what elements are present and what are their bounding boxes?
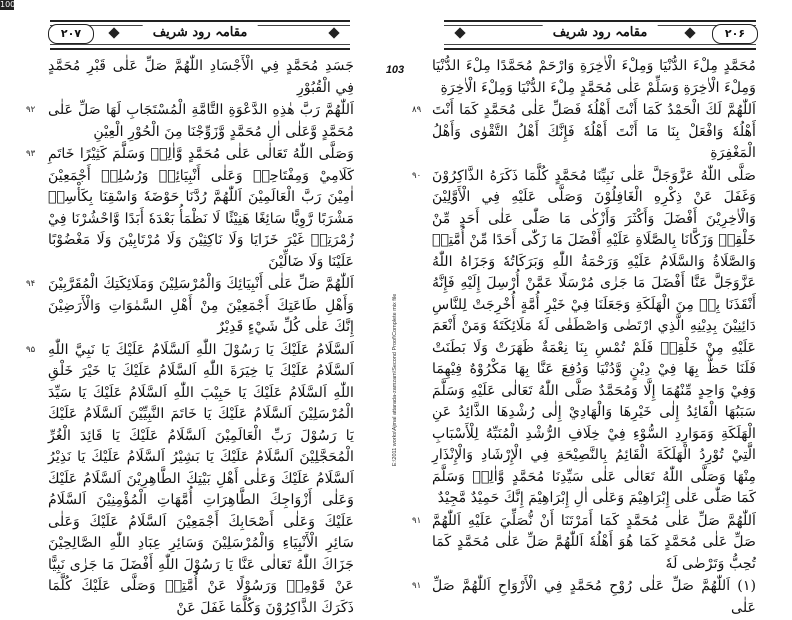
right-header-page-number: ۲۰۶: [712, 24, 758, 44]
paragraph-number: ۹۰: [412, 170, 422, 181]
paragraph-number: ۹۱: [412, 515, 422, 526]
paragraph-text: اَللّٰهُمَّ صَلِّ عَلٰى أَنْبِيَائِكَ وَالْمُرْسَلِيْنَ وَمَلَائِكَتِكَ الْمُقَرَّبِيْنَ وَأَهْلِ طَاعَتِكَ أَجْمَعِيْنَ مِنْ أَهْلِ السَّمٰوَاتِ وَالْأَرَضِيْنَ إِنَّكَ عَلٰى كُلِّ شَيْءٍ قَدِيْرٌ: [48, 276, 354, 335]
paragraph: [48, 56, 354, 99]
paragraph-number: ۹۱: [412, 581, 422, 591]
paragraph-number: ۹۲: [26, 105, 36, 115]
ornament-diamond-icon: [328, 27, 339, 38]
paragraph: [432, 56, 756, 99]
paragraph: [412, 100, 756, 165]
left-running-header: [50, 20, 350, 50]
paragraph-number: ۸۹: [412, 105, 422, 115]
left-page: [0, 0, 381, 616]
ornament-diamond-icon: [454, 27, 465, 38]
print-file-path: E:\2011 works\Ajmal attarada-zamzam\Second Proof\Complete mix file: [392, 293, 398, 467]
paragraph-text: اَلسَّلَامُ عَلَيْكَ يَا رَسُوْلَ اللّٰهِ اَلسَّلَامُ عَلَيْكَ يَا نَبِيَّ اللّٰهِ اَلسَّلَامُ عَلَيْكَ يَا خِيَرَةَ اللّٰهِ اَلسَّلَامُ عَلَيْكَ يَا خَيْرَ خَلْقِ اللّٰهِ اَلسَّلَامُ عَلَيْكَ يَا حَبِيْبَ اللّٰهِ اَلسَّلَامُ عَلَيْكَ يَا سَيِّدَ الْمُرْسَلِيْنَ اَلسَّلَامُ عَلَيْكَ يَا خَاتَمَ النَّبِيِّيْنَ اَلسَّلَامُ عَلَيْكَ يَا رَسُوْلَ رَبِّ الْعَالَمِيْنَ اَلسَّلَامُ عَلَيْكَ يَا قَائِدَ الْغُرِّ الْمُحَجَّلِيْنَ اَلسَّلَامُ عَلَيْكَ يَا بَشِيْرُ اَلسَّلَامُ عَلَيْكَ يَا نَذِيْرُ اَلسَّلَامُ عَلَيْكَ وَعَلٰى أَهْلِ بَيْتِكَ الطَّاهِرِيْنَ اَلسَّلَامُ عَلَيْكَ وَعَلٰى أَزْوَاجِكَ الطَّاهِرَاتِ أُمَّهَاتِ الْمُؤْمِنِيْنَ اَلسَّلَامُ عَلَيْكَ وَعَلٰى أَصْحَابِكَ أَجْمَعِيْنَ اَلسَّلَامُ عَلَيْكَ وَعَلٰى سَائِرِ الْأَنْبِيَاءِ وَالْمُرْسَلِيْنَ وَسَائِرِ عِبَادِ اللّٰهِ الصَّالِحِيْنَ جَزَاكَ اللّٰهُ تَعَالٰى عَنَّا يَا رَسُوْلَ اللّٰهِ أَفْضَلَ مَا جَزٰى نَبِيًّا عَنْ قَوْمِهٖ وَرَسُوْلًا عَنْ أُمَّتِهٖ وَصَلَّى عَلَيْكَ كُلَّمَا ذَكَرَكَ الذَّاكِرُوْنَ وَكُلَّمَا غَفَلَ عَنْ: [48, 341, 354, 616]
paragraph: [412, 576, 756, 619]
paragraph-number: ۹۳: [26, 149, 36, 159]
left-header-title: مقامہ رود شریف: [143, 25, 258, 40]
left-header-page-number: ۲۰۷: [48, 24, 94, 44]
corner-page-marker: 100: [0, 0, 16, 9]
right-page-body: [412, 56, 756, 620]
paragraph: [26, 100, 354, 143]
paragraph-text: اَللّٰهُمَّ لَكَ الْحَمْدُ كَمَا أَنْتَ أَهْلُهٗ فَصَلِّ عَلٰى مُحَمَّدٍ كَمَا أَنْتَ أَهْلُهٗ وَافْعَلْ بِنَا مَا أَنْتَ أَهْلُهٗ فَإِنَّكَ أَهْلُ التَّقْوٰى وَأَهْلُ الْمَغْفِرَةِ: [432, 102, 756, 161]
left-page-body: [26, 56, 354, 620]
ornament-diamond-icon: [108, 27, 119, 38]
paragraph-text: صَلَّى اللّٰهُ عَزَّوَجَلَّ عَلٰى نَبِيِّنَا مُحَمَّدٍ كُلَّمَا ذَكَرَهُ الذَّاكِرُوْنَ وَغَفَلَ عَنْ ذِكْرِهِ الْغَافِلُوْنَ وَصَلَّى عَلَيْهِ فِي الْأَوَّلِيْنَ وَالْاٰخِرِيْنَ أَفْضَلَ وَأَكْثَرَ وَأَزْكٰى مَا صَلّٰى عَلٰى أَحَدٍ مِّنْ خَلْقِهٖ وَزَكَّانَا بِالصَّلَاةِ عَلَيْهِ أَفْضَلَ مَا زَكّٰى أَحَدًا مِّنْ أُمَّتِهٖ وَالصَّلَاةُ وَالسَّلَامُ عَلَيْهِ وَرَحْمَةُ اللّٰهِ وَبَرَكَاتُهٗ وَجَزَاهُ اللّٰهُ عَزَّوَجَلَّ عَنَّا أَفْضَلَ مَا جَزٰى مُرْسَلًا عَمَّنْ أُرْسِلَ إِلَيْهِ فَإِنَّهُ أَنْقَذَنَا بِهٖ مِنَ الْهَلَكَةِ وَجَعَلَنَا فِيْ خَيْرِ أُمَّةٍ أُخْرِجَتْ لِلنَّاسِ دَائِنِيْنَ بِدِيْنِهِ الَّذِي ارْتَضٰى وَاصْطَفٰى لَهٗ مَلَائِكَتَهٗ وَمَنْ أَنْعَمَ عَلَيْهِ مِنْ خَلْقِهٖ فَلَمْ تُمْسِ بِنَا نِعْمَةٌ ظَهَرَتْ وَلَا بَطَنَتْ فَلَنَا حَظٌّ بِهَا فِيْ دِيْنٍ وَّدُنْيَا وَدُفِعَ عَنَّا بِهَا مَكْرُوْهٌ فِيْهِمَا وَفِيْ وَاحِدٍ مِّنْهُمَا إِلَّا وَمُحَمَّدٌ صَلَّى اللّٰهُ تَعَالٰى عَلَيْهِ وَسَلَّمَ سَبَبُهَا الْقَائِدُ إِلٰى خَيْرِهَا وَالْهَادِيْ إِلٰى رُشْدِهَا الذَّائِدُ عَنِ الْهَلَكَةِ وَمَوَارِدِ السُّوْءِ فِيْ خِلَافِ الرُّشْدِ الْمُنَبِّهُ لِلْأَسْبَابِ الَّتِيْ تُوْرِدُ الْهَلَكَةَ الْقَائِمُ بِالنَّصِيْحَةِ فِي الْإِرْشَادِ وَالْإِنْذَارِ مِنْهَا وَصَلَّى اللّٰهُ تَعَالٰى عَلٰى سَيِّدِنَا مُحَمَّدٍ وَّاٰلِهٖ وَسَلَّمَ كَمَا صَلّٰى عَلٰى إِبْرَاهِيْمَ وَعَلٰى اٰلِ إِبْرَاهِيْمَ إِنَّكَ حَمِيْدٌ مَّجِيْدٌ: [432, 167, 756, 506]
paragraph: [26, 274, 354, 339]
paragraph: [412, 511, 756, 576]
paragraph-text: اَللّٰهُمَّ صَلِّ عَلٰى مُحَمَّدٍ كَمَا أَمَرْتَنَا أَنْ نُّصَلِّيَ عَلَيْهِ اَللّٰهُمَّ صَلِّ عَلٰى مُحَمَّدٍ كَمَا هُوَ أَهْلُهٗ اَللّٰهُمَّ صَلِّ عَلٰى مُحَمَّدٍ كَمَا تُحِبُّ وَتَرْضٰى لَهٗ: [432, 512, 756, 572]
paragraph: [26, 144, 354, 273]
paragraph-number: ۹۵: [26, 344, 36, 355]
paragraph: [412, 166, 756, 510]
right-page: [410, 0, 792, 616]
ornament-diamond-icon: [684, 27, 695, 38]
right-running-header: [444, 20, 756, 50]
paragraph-text: اَللّٰهُمَّ رَبَّ هٰذِهِ الدَّعْوَةِ التَّامَّةِ الْمُسْتَجَابِ لَهَا صَلِّ عَلٰى مُحَمَّدٍ وَّعَلٰى اٰلِ مُحَمَّدٍ وَّزَوِّجْنَا مِنَ الْحُوْرِ الْعِيْنِ: [48, 102, 354, 140]
gutter-page-number: 103: [385, 64, 405, 76]
paragraph-text: وَصَلَّى اللّٰهُ تَعَالٰى عَلٰى مُحَمَّدٍ وَّاٰلِهٖ وَسَلَّمَ كَثِيْرًا خَاتَمِ كَلَامِيْ وَمِفْتَاحِهٖ وَعَلٰى أَنْبِيَائِهٖ وَرُسُلِهٖ أَجْمَعِيْنَ اٰمِيْنَ رَبَّ الْعَالَمِيْنَ اَللّٰهُمَّ رُدَّنَا حَوْضَهٗ وَاسْقِنَا بِكَأْسِهٖ مَشْرَبًا رَّوِيًّا سَائِغًا هَنِيْئًا لَا نَظْمَأُ بَعْدَهٗ أَبَدًا وَّاحْشُرْنَا فِيْ زُمْرَتِهٖ غَيْرَ خَزَايَا وَلَا نَاكِثِيْنَ وَلَا مُرْتَابِيْنَ وَلَا مَغْضُوْبًا عَلَيْنَا وَلَا ضَالِّيْنَ: [48, 146, 354, 270]
paragraph-text: مُحَمَّدٍ مِلْءَ الدُّنْيَا وَمِلْءَ الْاٰخِرَةِ وَارْحَمْ مُحَمَّدًا مِلْءَ الدُّنْيَا وَمِلْءَ الْاٰخِرَةِ وَسَلِّمْ عَلٰى مُحَمَّدٍ مِلْءَ الدُّنْيَا وَمِلْءَ الْاٰخِرَةِ: [432, 58, 756, 96]
paragraph-text: (۱) اَللّٰهُمَّ صَلِّ عَلٰى رُوْحِ مُحَمَّدٍ فِي الْأَرْوَاحِ اَللّٰهُمَّ صَلِّ عَلٰى: [432, 578, 756, 616]
paragraph-text: جَسَدِ مُحَمَّدٍ فِي الْأَجْسَادِ اللّٰهُمَّ صَلِّ عَلٰى قَبْرِ مُحَمَّدٍ فِي الْقُبُوْرِ: [48, 58, 354, 96]
paragraph: [26, 340, 354, 620]
right-header-title: مقامہ رود شریف: [543, 25, 658, 40]
paragraph-number: ۹۴: [26, 279, 36, 289]
